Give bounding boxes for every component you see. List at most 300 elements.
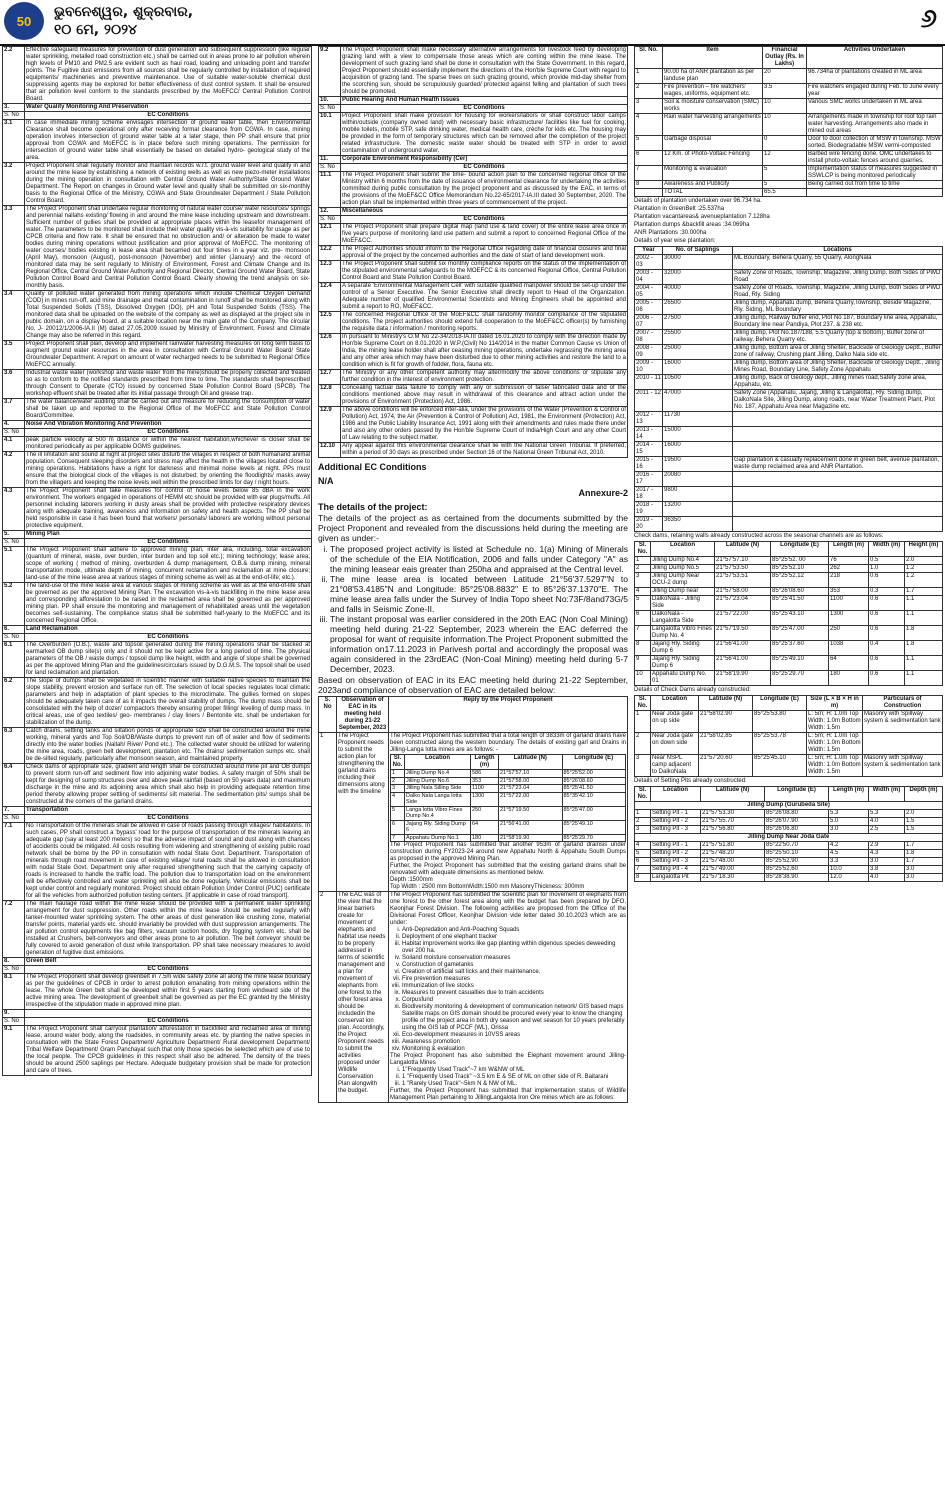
- wildlife-activity: v. Construction of gametanks: [402, 962, 626, 969]
- cell: Jilling dump, Bottom area of Jilling Shelter, Backside of Geology Deptt., Buffer zone of railway, Crushing plant Jilling, Dalko Nala side etc.: [734, 345, 941, 358]
- cell: 21°57'20.60: [699, 755, 753, 777]
- drain-depth: Depth :1500mm: [390, 877, 433, 883]
- condition-text: No Transportation of the minerals shall be allowed in case of roads passing through villages/ habitations. In such cases, PP shall construct a 'bypass' road for the purpose of transportation of the minerals leaving an adequate gap (say at least 200 meters) so that the adverse impact of sound and dust along with chances of accidents could be mitigated. All costs resulting from widening and strengthening of existing public road network shall be borne by the PP in consultation with nodal State Govt. Department. Transportation of minerals through road movement in case of existing village/ rural roads shall be allowed in consultation with nodal State Govt. Department only after required strengthening such that the carrying capacity of roads is increased to handle the traffic load. The pollution due to transportation load on the environment will be effectively controlled and water sprinkling will also be done regularly. Vehicular emissions shall be kept under control and regularly monitored. Project should obtain Pollution Under Control (PUC) certificate for all the vehicles from authorized pollution testing centers. [If applicable in case of road transport].: [26, 823, 310, 899]
- cell: L: 5m; H: 1.0m Top Width: 1.0m Bottom Width: 1.5m: [808, 755, 861, 775]
- condition-row: [319, 224, 628, 246]
- cell: 85°35'42.10: [562, 792, 626, 806]
- cell: Setting Pit - 4: [651, 866, 701, 874]
- wildlife-activity: x. Corpusfund: [402, 997, 626, 1004]
- cell: 586: [471, 770, 499, 778]
- cell: 1100: [829, 596, 869, 611]
- cell: Langa lotta Vibro Fines Dump No.4: [405, 806, 471, 820]
- year-row: [635, 255, 943, 270]
- project-detail-item: i. The proposed project activity is listed at Schedule no. 1(a) Mining of Minerals of the schedule of the EIA Notification, 2006 and falls under Category "A" as the mining leasear eais greater than 250ha and appraised at the Central level.: [330, 544, 628, 574]
- cell: 20: [763, 69, 807, 84]
- elephant-track: i. 1"Frequently Used Track"~7 km W&NW of ML: [402, 1067, 626, 1074]
- condition-row: [3, 823, 312, 901]
- plantation-line: Plantation dumps &backfill areas :34.069ha: [634, 222, 750, 228]
- section-title: Miscellaneous: [341, 208, 628, 216]
- cell: 21°56'41.00: [715, 641, 771, 656]
- condition-text: Check dams of appropriate size, gradient and length shall be constructed around mine pit and OB dumps to prevent storm run-off and sediment flow into adjoining water bodies. A safety margin of 50% shall be kept for designing of sump structures over and above peak rainfall (based on 50 years data) and maximum discharge in the mine and its adjoining area which shall also help in providing adequate retention time period thereby allowing proper settling of sediments/ silt material. The sedimentation pits/ sumps shall be constructed at the corners of the garland drains.: [26, 764, 310, 805]
- condition-text: The Project Proponent shall carryout plantation/ afforestation in backfilled and reclaimed area of mining lease, around water body, along the roadsides, in community areas etc. by planting the native species in consultation with the State Forest Department/ Agriculture Department/ Rural development Department/ Tribal Welfare Department/ Gram Panchayat such that only those species be selected which are of use to the local people. The CPCB guidelines in this respect shall also be adhered. The density of the trees should be around 2500 saplings per Hectare. Adequate budgetary provision shall be made for protection and care of trees.: [26, 1026, 310, 1074]
- cell: Rain water harvesting arrangements: [663, 114, 763, 136]
- cell: 7: [635, 626, 651, 641]
- cell: Setting Pit - 1: [651, 810, 701, 818]
- cell: 5: [763, 166, 807, 181]
- ec-conditions-header: EC Conditions: [25, 112, 312, 120]
- financial-outlay-table: [634, 46, 943, 197]
- condition-number: 12.10: [319, 443, 341, 458]
- column-header: Year: [635, 247, 663, 255]
- checkdam-row: [635, 641, 943, 656]
- condition-number: 12.5: [319, 312, 341, 334]
- condition-row: [3, 370, 312, 399]
- cell: 2015 - 16: [635, 457, 663, 472]
- condition-row: [319, 407, 628, 443]
- cell: 85°25'49.10: [771, 656, 829, 671]
- condition-row: [3, 291, 312, 341]
- cell: 85°25'43.10: [771, 611, 829, 626]
- cell: 85°25'52.12: [771, 573, 829, 588]
- cell: Setting Pit - 1: [651, 842, 701, 850]
- cell: 96.734ha of plantations created in ML area: [807, 69, 943, 84]
- condition-row: [3, 1026, 312, 1076]
- cell: 1: [635, 810, 651, 818]
- condition-number: 3.1: [3, 120, 25, 163]
- cell: Arrangements made in township for roof top rain water harvesting. Arrangements also made in mined out areas: [807, 114, 943, 136]
- sno-label: S. No: [3, 815, 25, 823]
- column-header: Location: [651, 787, 701, 802]
- wildlife-activity: vii. Fire prevention measures: [402, 976, 626, 983]
- cell: 180: [829, 671, 869, 686]
- cell: 85°22'50.70: [765, 842, 829, 850]
- cell: 9800: [663, 487, 733, 502]
- sno-label: S. No: [319, 164, 341, 172]
- cell: 1300: [471, 792, 499, 806]
- condition-row: [3, 488, 312, 531]
- cell: 21°57'22.00: [715, 611, 771, 626]
- condition-row: [3, 547, 312, 583]
- column-header: Height (m): [905, 542, 943, 557]
- plantation-line: ANR Plantations :30.000ha: [634, 230, 707, 236]
- cell: 25000: [663, 345, 733, 360]
- column-header: Latitude (N): [701, 787, 765, 802]
- column-header: Longitude (E): [562, 755, 626, 770]
- checkdam-row: [635, 565, 943, 573]
- cell: 2006 - 07: [635, 315, 663, 330]
- condition-row: [3, 634, 312, 642]
- cell: 21°57'53.51: [715, 573, 771, 588]
- additional-ec-value: N/A: [318, 476, 334, 486]
- column-3: [634, 46, 943, 1494]
- cell: 1.8: [905, 641, 943, 656]
- column-header: Latitude (N): [499, 755, 563, 770]
- cell: 65.5: [763, 189, 807, 197]
- cell: 64: [829, 656, 869, 671]
- section-number: 4.: [3, 421, 25, 429]
- drain-row: [391, 785, 626, 793]
- cell: 85°26'08.80: [765, 810, 829, 818]
- cell: 2017 - 18: [635, 487, 663, 502]
- ec-conditions-table-1: [2, 46, 312, 1076]
- cell: Safety Zone (Appahatu, Jajang, Jilling & Langalotta), Rly. Siding dump, DalkoNala Site, Jilling Dump, along roads, near Water Treatment Plant, Plot No. 187, Appahatu Area near Magazine etc.: [733, 390, 943, 412]
- cell: ML Boundary, Behera Quarry, 55 Quarry, AlongNala: [733, 255, 943, 270]
- condition-text: The slope of dumps shall be vegetated in scientific manner with suitable native species to maintain the slope stability, prevent erosion and surface run off. The selection of local species regulates local climatic parameters and help in adaptation of plant species to the microclimate. The gullies formed on slopes should be adequately taken care of as it impacts the overall stability of dumps. The dump mass should be consolidated with the help of dozer/ compactors thereby ensuring proper filling/ leveling of dump mass. In critical areas, use of geo textiles/ geo- membranes / clay liners / Bentonite etc. shall be undertaken for stabilization of the dump.: [26, 678, 310, 726]
- column-header: Longitude (E): [765, 787, 829, 802]
- condition-row: [3, 583, 312, 626]
- condition-row: [319, 164, 628, 172]
- condition-number: 3.7: [3, 399, 25, 421]
- observation-table: [318, 696, 628, 1103]
- ec-conditions-header: EC Conditions: [341, 216, 628, 224]
- outlay-row: [635, 114, 943, 136]
- condition-text: The Ministry or any other competent authority may alter/modify the above conditions or stipulate any further condition in the interest of environment protection.: [342, 370, 626, 383]
- header-row: [635, 696, 943, 711]
- section-title: Corporate Environment Responsibility (Cer): [341, 156, 628, 164]
- cell: 19500: [663, 457, 733, 472]
- ec-conditions-header: EC Conditions: [25, 966, 312, 974]
- column-header: Depth (m): [905, 787, 943, 802]
- cell: 0.4: [869, 641, 905, 656]
- condition-text: Project Proponent shall make provision for housing for workers/labors or shall construct labor camps within/outside (company owned land) with necessary basic infrastructure/ facilities like fuel for cooking, mobile toilets, mobile STP, safe drinking water, medical health care, crèche for kids etc. The housing may be provided in the form of temporary structures which can be removed after the completion of the project related infrastructure. The domestic waste water should be treated with STP in order to avoid contamination of underground water.: [342, 113, 626, 154]
- year-row: [635, 360, 943, 375]
- condition-text: The ill limitation and sound at night at project sites disturb the villages in respect of both humanand animal population. Consequent sleeping disorders and stress may affect the health in the villages located close to mining operations. Habitations have a right for darkness and minimal noise levels at night. PPs must ensure that the biological clock of the villages is not disturbed; by orienting the floodlights/ masks away from the villagers and keeping the noise levels well within the prescribed limits for day / night hours.: [26, 452, 310, 486]
- condition-number: 3.3: [3, 206, 25, 291]
- condition-text: The main haulage road within the mine lease should be provided with a permanent water sprinkling arrangement for dust suppression. Other roads within the mine lease should be wetted regularly with tanker-mounted water sprinkling system. The other areas of dust generation like crushing zone, material transfer points, material yards etc. should invariably be provided with dust suppression arrangements. The air pollution control equipments like bag filters, vacuum suction hoods, dry fogging system etc. shall be installed at Crushers, belt-conveyors and other areas prone to air pollution. The belt conveyor should be fully covered to avoid generation of dust while transportation. PP shall take necessary measures to avoid generation of fugitive dust emissions.: [26, 901, 310, 956]
- cell: 85°25'52. 00: [771, 557, 829, 565]
- cell: TOTAL: [663, 189, 763, 197]
- observation-row: [319, 892, 628, 1103]
- cell: Appahatu Dump No.1: [405, 834, 471, 842]
- condition-text: peak particle velocity at 500 m distance or within the nearest habitation,whichever is closer shall be monitored periodically as per applicable DGMS guidelines.: [26, 437, 310, 450]
- year-row: [635, 315, 943, 330]
- cell: 21°57'57.10: [499, 770, 563, 778]
- cell: 21°57'18.30: [701, 874, 765, 882]
- year-row: [635, 412, 943, 427]
- column-header: Sl. No.: [635, 542, 651, 557]
- cell: 7: [635, 166, 663, 181]
- project-detail-item: ii. The mine lease area is located between Latitude 21°56'37.5297"N to 21°08'53.4185"N and Longitude: 85°25'08.8832" E to 85°26'37.1370"E. The mine lease area falls under the Survey of India Topo sheet No:73F/8and73G/5 and falls in Seismic Zone-II.: [330, 574, 628, 614]
- cell: 2.0: [905, 810, 943, 818]
- condition-number: 3.2: [3, 163, 25, 206]
- column-header: Size (L × B × H in m): [807, 696, 863, 711]
- drain-row: [391, 792, 626, 806]
- header-row: [635, 787, 943, 802]
- condition-row: [319, 172, 628, 208]
- obs-header-sno: S. No: [319, 697, 337, 733]
- cell: [733, 412, 943, 427]
- cell: 2.0: [905, 557, 943, 565]
- cell: Various SMC works undertaken in ML area: [807, 99, 943, 114]
- condition-row: [3, 341, 312, 370]
- cell: 0.6: [869, 596, 905, 611]
- cell: 5: [763, 181, 807, 189]
- cell: 2002 - 03: [635, 255, 663, 270]
- group-label: Jilling Dump Near Joda Gate: [635, 834, 943, 842]
- condition-number: 4.1: [3, 437, 25, 452]
- year-row: [635, 487, 943, 502]
- header-row: [635, 542, 943, 557]
- condition-text: The water balance/water auditing shall be carried out and measure for reducing the consumption of water shall be taken up and reported to the Regional Office of the MoEFCC and State Pollution Control Board/Committee.: [26, 399, 310, 419]
- cell: 21°57'19.50: [715, 626, 771, 641]
- cell: 1.5: [905, 826, 943, 834]
- drain-row: [391, 806, 626, 820]
- condition-text: Industrial waste water (workshop and waste water from the mine)should be properly collected and treated so as to conform to the notified standards prescribed from time to time. The standards shall beprescribed through Consent to Operate (CTO) issued by concerned State Pollution Control Board (SPCB). The workshop effluent shall be treated after its initial passage through Oil and grease trap.: [26, 370, 310, 397]
- condition-row: [3, 728, 312, 764]
- group-row: [635, 802, 943, 810]
- cell: 40000: [663, 285, 733, 300]
- plantation-details: [634, 198, 943, 245]
- cell: 21°57'23.04: [715, 596, 771, 611]
- condition-row: [3, 901, 312, 958]
- cell: Setting Pit - 2: [651, 850, 701, 858]
- cell: 1.8: [905, 626, 943, 641]
- cell: 3.8: [869, 866, 905, 874]
- cell: 1.1: [905, 656, 943, 671]
- cell: 0.6: [869, 626, 905, 641]
- section-title: Water Quality Monitoring And Preservation: [25, 104, 312, 112]
- obs-reply: [389, 733, 628, 892]
- condition-row: [3, 966, 312, 974]
- condition-row: [3, 47, 312, 104]
- wildlife-activity: ix. Measures to prevent casualties due to train accidents: [402, 990, 626, 997]
- date-line-2: ୧୦ ମେ, ୨୦୨୪: [54, 22, 138, 38]
- condition-text: The land-use of the mine lease area at various stages of mining scheme as well as at the end-of-life shall be governed as per the approved Mining Plan. The excavation vis-à-vis backfilling in the mine lease area and corresponding afforestation to be raised in the reclaimed area shall be governed as per approved mining plan. PP shall ensure the monitoring and management of rehabilitated areas until the vegetation becomes self-sustaining. The compliance status shall be submitted half-yearly to the MoEFCC and its concerned Regional Office.: [26, 583, 310, 624]
- cell: 5: [635, 136, 663, 151]
- cell: 12 Km. of Photo-Voltaic Fencing: [663, 151, 763, 166]
- condition-text: The Overburden (O.B.), waste and topsoil generated during the mining operations shall be stacked at earmarked OB dump site(s) only and it should not be kept active for a long period of time. The physical parameters of the OB / waste dumps / topsoil dump like height, width and angle of slope shall be governed as per the approved Mining Plan and the guidelines/circulars issued by D.G.M.S. The topsoil shall be used for land reclamation and plantation.: [26, 642, 310, 676]
- cell: 2012 - 13: [635, 412, 663, 427]
- cell: 2014 - 15: [635, 442, 663, 457]
- section-title: Land Reclamation: [25, 626, 312, 634]
- cell: Jilling dump, Appahatu dump, Behera Quarry,Township, Beside Magazine, Rly. Siding, ML Boundary: [733, 300, 943, 315]
- cell: 30000: [663, 255, 733, 270]
- condition-row: [3, 429, 312, 437]
- year-row: [635, 375, 943, 390]
- settling-pit-row: [635, 866, 943, 874]
- cell: 21°57'53.30: [701, 810, 765, 818]
- sno-label: S. No: [319, 216, 341, 224]
- obs-sno: 1: [319, 733, 337, 892]
- cell: 2003 - 04: [635, 270, 663, 285]
- cell: 218: [829, 573, 869, 588]
- cell: 5: [391, 806, 405, 820]
- cell: [733, 442, 943, 457]
- cell: 10: [635, 671, 651, 686]
- year-row: [635, 300, 943, 315]
- condition-number: 12.9: [319, 407, 341, 443]
- cell: 85°25'47.00: [771, 626, 829, 641]
- checkdam-row: [635, 573, 943, 588]
- cell: 85°25'53.80: [753, 711, 807, 733]
- cell: 47000: [663, 390, 733, 412]
- ec-conditions-header: EC Conditions: [25, 539, 312, 547]
- cell: 2: [635, 818, 651, 826]
- cell: 5.3: [829, 810, 869, 818]
- project-detail-item: iii. The instant proposal was earlier considered in the 20th EAC (Non Coal Mining) meeting held during 21-22 September, 2023 wherein the EAC deferred the proposal for want of requisite information.The Project Proponent submitted the information on17.11.2023 in Parivesh portal and accordingly the proposal was again considered in the 23rdEAC (Non-Coal Mining) meeting held during 5-7 December, 2023.: [330, 614, 628, 674]
- drain-row: [391, 777, 626, 785]
- cell: L: 5m; H: 1.0m Top Width: 1.0m Bottom Width: 1.5m: [808, 711, 861, 731]
- condition-text: Project Proponent shall plan, develop and implement rainwater harvesting measures on long term basis to augment ground water resources in the area in consultation with Central Ground Water Board/ State Groundwater Department. A report on amount of water recharged needs to be submitted to Regional Office MoEFCC annually.: [26, 341, 310, 368]
- settling-pit-row: [635, 842, 943, 850]
- observation-row: [319, 733, 628, 892]
- cell: 85°26'07.90: [765, 818, 829, 826]
- cell: 2019 - 20: [635, 517, 663, 532]
- cell: 10500: [663, 375, 733, 390]
- cell: Door to door collection of MSW in township. MSW sorted. Biodegradable MSW vermi-composted: [808, 136, 941, 149]
- reply-paragraph: The Project Proponent has submitted that another 953m of garland drainsis under construction during FY2023-24 around new Appahatu North & Appahatu South Dumps as proposed in the approved Mining Plan.: [390, 842, 626, 862]
- cell: Jilling dump, Back of Geology dept., Jilling mines road,Safety zone area, Appahatu, etc.: [733, 375, 943, 390]
- condition-row: [3, 815, 312, 823]
- project-details-intro: The details of the project as as certained from the documents submitted by the Project Proponent and revealed from the discussions held during the meeting are given as under:-: [318, 513, 628, 543]
- cell: 3: [635, 826, 651, 834]
- cell: 4.0: [869, 818, 905, 826]
- settling-pit-row: [635, 874, 943, 882]
- cell: 0.5: [869, 557, 905, 565]
- cell: 21°58'19.90: [499, 834, 563, 842]
- cell: 8: [635, 641, 651, 656]
- year-row: [635, 442, 943, 457]
- cell: Jajang Rly. Siding Dump 6: [651, 656, 715, 671]
- ec-conditions-header: EC Conditions: [341, 164, 628, 172]
- ec-conditions-table-2: [318, 46, 628, 458]
- column-header: Length (m): [829, 542, 869, 557]
- column-header: Sl. No.: [635, 696, 651, 711]
- cell: 2.9: [869, 842, 905, 850]
- year-row: [635, 472, 943, 487]
- settling-pit-table: [634, 786, 943, 882]
- condition-row: [319, 443, 628, 458]
- settling-pit-note: Details of Setting Pits already constructed:: [634, 778, 747, 784]
- cell: 2016 - 17: [635, 472, 663, 487]
- header-row: [391, 755, 626, 770]
- condition-row: [319, 156, 628, 164]
- cell: 1.1: [905, 671, 943, 686]
- cell: 2007 - 08: [635, 330, 663, 345]
- condition-row: [3, 974, 312, 1010]
- condition-row: [3, 958, 312, 966]
- condition-row: [3, 163, 312, 206]
- cell: 5.3: [869, 810, 905, 818]
- cell: Setting Pit - 3: [651, 858, 701, 866]
- section-number: 7.: [3, 807, 25, 815]
- condition-row: [319, 385, 628, 407]
- cell: 21°57'19.50: [499, 806, 563, 820]
- cell: 3.5: [763, 84, 807, 99]
- column-header: Sl. No.: [635, 787, 651, 802]
- checkdam-row: [635, 611, 943, 626]
- column-header: Sl. No.: [391, 755, 405, 770]
- cell: 1038: [829, 641, 869, 656]
- cell: 0.6: [869, 573, 905, 588]
- cell: 85°26'06.80: [765, 826, 829, 834]
- outlay-row: [635, 136, 943, 151]
- cell: 21°57'53.50: [715, 565, 771, 573]
- condition-row: [3, 452, 312, 488]
- section-number: 12.: [319, 208, 341, 216]
- elephant-track: ii. 1 "Frequently Used Track" ~3.5 km E & SE of ML on other side of R. Baitarani: [402, 1074, 626, 1081]
- checkdam-row: [635, 596, 943, 611]
- cell: 1100: [471, 785, 499, 793]
- cell: Jilling Dump No.5: [651, 565, 715, 573]
- cell: 2009 - 10: [635, 360, 663, 375]
- cell: 21°56'41.00: [499, 820, 563, 834]
- project-details-outro: Based on observation of EAC in its EAC meeting held during 21-22 September, 2023and compliance of observation of EAC are detailed below:: [318, 675, 628, 695]
- condition-row: [3, 120, 312, 163]
- cell: [733, 502, 943, 517]
- wildlife-activity: vi. Creation of artificial salt licks and their maintenance.: [402, 969, 626, 976]
- cell: 3: [635, 573, 651, 588]
- condition-row: [3, 807, 312, 815]
- cell: Langalotta Pit: [651, 874, 701, 882]
- cell: 4.5: [829, 850, 869, 858]
- cell: 6: [635, 858, 651, 866]
- cell: Langalotta Vibro Fines Dump No. 4: [651, 626, 715, 641]
- cell: 3: [635, 755, 651, 777]
- cell: 4.0: [869, 874, 905, 882]
- project-details-list: [318, 544, 628, 674]
- cell: Monitoring & evaluation: [663, 166, 763, 181]
- condition-number: 12.3: [319, 261, 341, 283]
- cell: 64: [471, 820, 499, 834]
- year-row: [635, 457, 943, 472]
- condition-text: A separate 'Environmental Management Cell' with suitable qualified manpower should be set-up under the control of a Senior Executive. The Senior Executive shall directly report to Head of the Organization. Adequate number of qualified Environmental Scientists and Mining Engineers shall be appointed and submit a report to RO, MoEF&CC.: [342, 283, 626, 310]
- condition-number: 7.2: [3, 901, 25, 958]
- cell: 4: [635, 588, 651, 596]
- cell: Jajang Rly. Siding Dump 6: [651, 641, 715, 656]
- column-header: Locations: [733, 247, 943, 255]
- cell: 262: [829, 565, 869, 573]
- cell: 1.2: [905, 573, 943, 588]
- condition-row: [319, 113, 628, 156]
- cell: Garbage disposal: [663, 136, 763, 151]
- year-row: [635, 345, 943, 360]
- cell: Jilling dump, Plot No.187/188, 5.5 Quarry (top & bottom), Buffer zone of railway, Behera Quarry etc.: [733, 330, 943, 345]
- cell: 2008 - 09: [635, 345, 663, 360]
- wildlife-activity: xi. Biodiversity monitoring & development of communication network/ GIS based maps Satellite maps on GIS domain should be procured every year to know the changing profile of the project area in both dry season and wet season for 10 years preferably using the GIS lab of PCCF (WL), Orissa: [402, 1004, 626, 1032]
- condition-row: [3, 626, 312, 634]
- condition-number: 9.1: [3, 1026, 25, 1076]
- cell: 12.0: [829, 874, 869, 882]
- cell: Jilling dump, Railway buffer end, Plot No 187, Boundary line area, Appahatu, Boundary line near Pandiya, Plot 237. & 238 etc.: [733, 315, 943, 330]
- year-row: [635, 285, 943, 300]
- cell: Masonry with Spillway system & sedimentation tank: [863, 711, 943, 733]
- cell: 3: [635, 99, 663, 114]
- drain-width: Top Width : 2500 mm BottomWidth:1500 mm MasonryThickness: 300mm: [390, 884, 585, 890]
- cell: [733, 427, 943, 442]
- outlay-row: [635, 69, 943, 84]
- ec-conditions-header: EC Conditions: [25, 634, 312, 642]
- cell: 21°58'02.85: [699, 733, 753, 755]
- column-header: Particulars of Construction: [863, 696, 943, 711]
- year-row: [635, 270, 943, 285]
- checkdam2-row: [635, 755, 943, 777]
- cell: 3.0: [905, 866, 943, 874]
- cell: 21°57'22.00: [499, 792, 563, 806]
- cell: 21°57'48.20: [701, 850, 765, 858]
- cell: 0.6: [869, 656, 905, 671]
- cell: 2013 - 14: [635, 427, 663, 442]
- condition-number: 6.4: [3, 764, 25, 807]
- newspaper-logo: 50: [4, 2, 44, 40]
- cell: 85°25'29.70: [771, 671, 829, 686]
- condition-number: 12.1: [319, 224, 341, 246]
- section-number: 10.: [319, 97, 341, 105]
- cell: 250: [471, 806, 499, 820]
- condition-number: 8.1: [3, 974, 25, 1010]
- cell: 16000: [663, 442, 733, 457]
- column-1: [2, 46, 312, 1494]
